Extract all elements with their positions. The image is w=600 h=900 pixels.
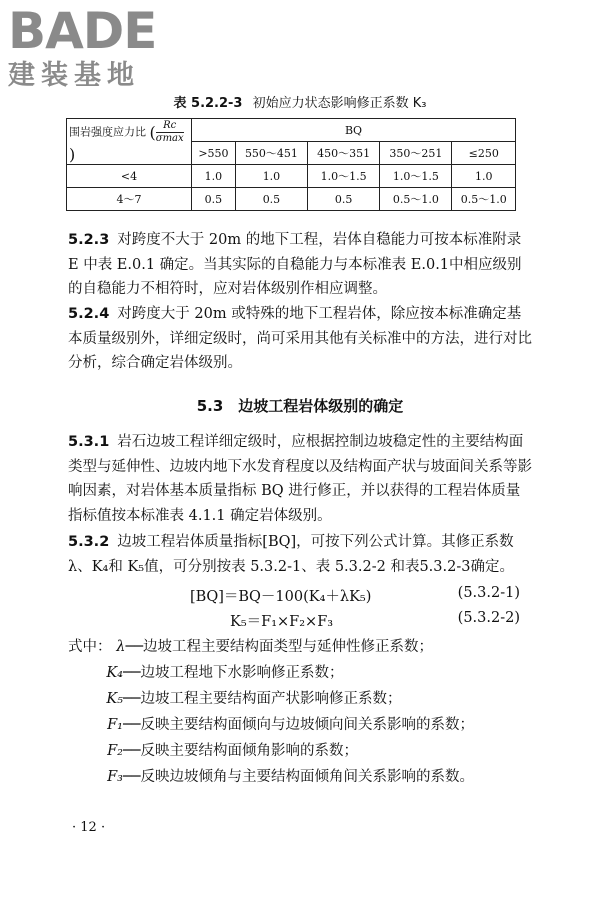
definition-text: ──反映主要结构面倾向与边坡倾向间关系影响的系数； [123, 717, 474, 733]
logo-subtitle: 建装基地 [8, 60, 140, 91]
definition-item [68, 712, 538, 738]
table-cell: 0.5～1.0 [452, 188, 516, 211]
page-number: · 12 · [72, 820, 106, 835]
ratio-numerator: Rc [156, 120, 184, 133]
table-title: 初始应力状态影响修正系数 K₃ [252, 96, 427, 111]
equation-2 [190, 610, 520, 632]
clause-5-2-4 [68, 302, 533, 376]
definition-text: ──反映主要结构面倾角影响的系数； [123, 743, 358, 759]
col-header: ≤250 [452, 142, 516, 165]
col-header: 550～451 [235, 142, 307, 165]
logo-wordmark: BADE [8, 2, 157, 60]
equation-number: (5.3.2-2) [457, 610, 520, 626]
row-label: <4 [67, 165, 192, 188]
definition-symbol: F₃ [107, 769, 123, 785]
table-cell: 1.0～1.5 [308, 165, 380, 188]
clause-text: 岩石边坡工程详细定级时，应根据控制边坡稳定性的主要结构面类型与延伸性、边坡内地下水发育程度以及结构面产状与坡面间关系等影响因素，对岩体基本质量指标 BQ 进行修正，并以获得的工程岩体质量指标值按本标准表 4.1.1 确定岩体级别。 [68, 434, 532, 524]
definition-symbol: K₅ [106, 691, 123, 707]
clause-number: 5.3.2 [68, 534, 110, 550]
row-header-label: 围岩强度应力比 [69, 125, 146, 138]
clause-number: 5.3.1 [68, 434, 110, 450]
definition-symbol: K₄ [106, 665, 123, 681]
definition-symbol: F₂ [107, 743, 123, 759]
symbol-definitions [68, 634, 538, 790]
bq-header: BQ [192, 119, 516, 142]
brand-logo [8, 2, 178, 92]
equation-1 [190, 585, 520, 607]
table-cell: 1.0～1.5 [380, 165, 452, 188]
definition-item [68, 634, 538, 660]
stress-ratio-fraction [156, 120, 184, 145]
definition-symbol: F₁ [107, 717, 123, 733]
col-header: 450～351 [308, 142, 380, 165]
equation-number: (5.3.2-1) [457, 585, 520, 601]
equation-formula: [BQ]＝BQ－100(K₄＋λK₅) [190, 589, 372, 605]
definition-text: ──边坡工程主要结构面产状影响修正系数； [123, 691, 402, 707]
clause-number: 5.2.3 [68, 232, 110, 248]
equation-formula: K₅＝F₁×F₂×F₃ [230, 614, 334, 630]
table-caption [0, 92, 600, 111]
clause-text: 对跨度大于 20m 或特殊的地下工程岩体，除应按本标准确定基本质量级别外，详细定级时，尚可采用其他有关标准中的方法，进行对比分析，综合确定岩体级别。 [68, 306, 532, 371]
ratio-denominator: σmax [155, 132, 184, 144]
definition-item [68, 738, 538, 764]
definition-symbol: λ [116, 639, 126, 655]
row-label: 4～7 [67, 188, 192, 211]
clause-5-3-2 [68, 530, 533, 579]
definition-item [68, 686, 538, 712]
table-cell: 0.5 [308, 188, 380, 211]
clause-text: 边坡工程岩体质量指标[BQ]，可按下列公式计算。其修正系数λ、K₄和 K₅值，可分别按表 5.3.2-1、表 5.3.2-2 和表5.3.2-3确定。 [68, 534, 514, 575]
table-cell: 1.0 [235, 165, 307, 188]
k3-table [66, 118, 516, 211]
table-cell: 1.0 [192, 165, 236, 188]
table-row [67, 188, 516, 211]
row-header-cell: 围岩强度应力比 ( $\frac{Rc}{\sigma\max}$) [67, 119, 192, 165]
clause-text: 对跨度不大于 20m 的地下工程，岩体自稳能力可按本标准附录 E 中表 E.0.1 确定。当其实际的自稳能力与本标准表 E.0.1中相应级别的自稳能力不相符时，应对岩体级别作相应调整。 [68, 232, 522, 297]
definition-text: ──边坡工程主要结构面类型与延伸性修正系数； [125, 639, 433, 655]
definition-item [68, 764, 538, 790]
section-title: 5.3 边坡工程岩体级别的确定 [196, 397, 404, 415]
definitions-intro: 式中： [68, 639, 112, 655]
table-cell: 1.0 [452, 165, 516, 188]
table-cell: 0.5 [235, 188, 307, 211]
col-header: >550 [192, 142, 236, 165]
definition-text: ──边坡工程地下水影响修正系数； [123, 665, 344, 681]
table-number: 表 5.2.2-3 [173, 96, 243, 111]
clause-5-2-3 [68, 228, 533, 302]
table-cell: 0.5～1.0 [380, 188, 452, 211]
definition-text: ──反映边坡倾角与主要结构面倾角间关系影响的系数。 [123, 769, 474, 785]
col-header: 350～251 [380, 142, 452, 165]
clause-5-3-1 [68, 430, 533, 528]
clause-number: 5.2.4 [68, 306, 110, 322]
table-row [67, 165, 516, 188]
definition-item [68, 660, 538, 686]
table-cell: 0.5 [192, 188, 236, 211]
